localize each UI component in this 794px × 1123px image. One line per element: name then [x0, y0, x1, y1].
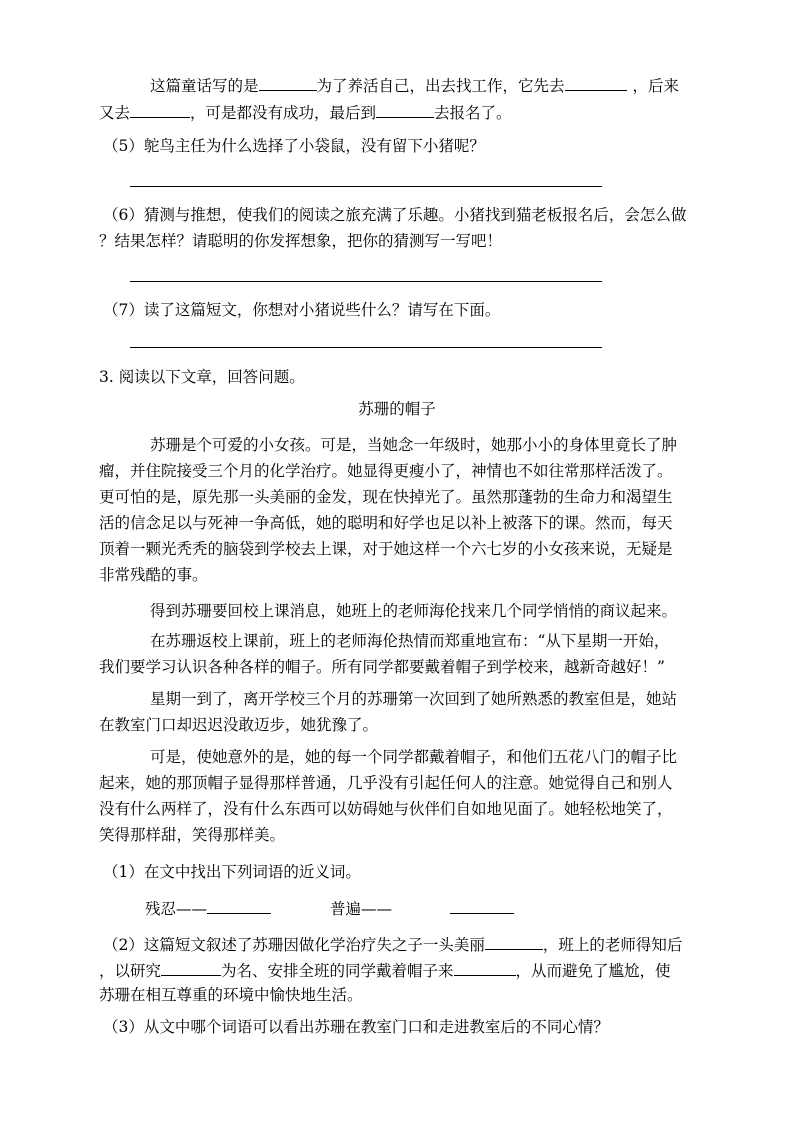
article-p1-line: 非常残酷的事。: [99, 566, 208, 584]
synonym-word: 普遍——: [330, 900, 393, 918]
article-p1-line: 瘤，并住院接受三个月的化学治疗。她显得更瘦小了，神情也不如往常那样活泼了。: [99, 462, 673, 480]
answer-line-q6[interactable]: [130, 281, 602, 282]
answer-blank[interactable]: [485, 932, 543, 950]
article-title: 苏珊的帽子: [358, 400, 436, 418]
article-p5-line: 起来，她的那顶帽子显得那样普通，几乎没有引起任何人的注意。她觉得自己和别人: [99, 774, 673, 792]
synonym-item-1: [145, 896, 271, 920]
answer-blank[interactable]: [259, 73, 317, 91]
summary-text: 为了养活自己，出去找工作，它先去: [316, 77, 565, 95]
article-p3-line: 我们要学习认识各种各样的帽子。所有同学都要戴着帽子到学校来，越新奇越好！”: [99, 658, 665, 676]
synonym-word: 残忍——: [145, 900, 208, 918]
question-6-line-2: ？结果怎样？请聪明的你发挥想象，把你的猜测写一写吧！: [99, 232, 503, 250]
summary-text: ，后来: [632, 77, 680, 95]
answer-blank[interactable]: [376, 100, 434, 118]
question-text: （2）这篇短文叙述了苏珊因做化学治疗失之子一头美丽: [103, 936, 485, 954]
question-text: ，以研究: [99, 962, 162, 980]
question-2-line-1: [103, 932, 682, 956]
question-5: （5）鸵鸟主任为什么选择了小袋鼠，没有留下小猪呢？: [103, 137, 485, 155]
article-p1-line: 活的信念足以与死神一争高低，她的聪明和好学也足以补上被落下的课。然而，每天: [99, 514, 673, 532]
question-2-line-2: [99, 958, 671, 982]
summary-text: 去报名了。: [434, 104, 512, 122]
article-p1-line: 更可怕的是，原先那一头美丽的金发，现在快掉光了。虽然那蓬勃的生命力和渴望生: [99, 488, 673, 506]
summary-line-2: [99, 100, 512, 124]
question-1: （1）在文中找出下列词语的近义词。: [103, 863, 361, 881]
summary-text: 这篇童话写的是: [150, 77, 259, 95]
question-6-line-1: （6）猜测与推想，使我们的阅读之旅充满了乐趣。小猪找到猫老板报名后，会怎么做: [103, 206, 687, 224]
article-p4-line: 在教室门口却迟迟没敢迈步，她犹豫了。: [99, 716, 379, 734]
question-text: 为名、安排全班的同学戴着帽子来: [221, 962, 454, 980]
summary-line-1: [150, 73, 679, 97]
question-7: （7）读了这篇短文，你想对小猪说些什么？请写在下面。: [103, 301, 501, 319]
article-p5-line: 笑得那样甜，笑得那样美。: [99, 826, 286, 844]
summary-text: ，可是都没有成功，最后到: [190, 104, 377, 122]
question-text: ，从而避免了尴尬，使: [515, 962, 671, 980]
question-2-line-3: 苏珊在相互尊重的环境中愉快地生活。: [99, 986, 363, 1004]
article-p5-line: 可是，使她意外的是，她的每一个同学都戴着帽子，和他们五花八门的帽子比: [150, 748, 678, 766]
article-p2-line: 得到苏珊要回校上课消息，她班上的老师海伦找来几个同学悄悄的商议起来。: [150, 602, 678, 620]
answer-blank[interactable]: [207, 896, 271, 914]
article-p1-line: 苏珊是个可爱的小女孩。可是，当她念一年级时，她那小小的身体里竟长了肿: [150, 436, 678, 454]
question-3: （3）从文中哪个词语可以看出苏珊在教室门口和走进教室后的不同心情？: [103, 1018, 609, 1036]
article-p1-line: 顶着一颗光秃秃的脑袋到学校去上课，对于她这样一个六七岁的小女孩来说，无疑是: [99, 540, 673, 558]
summary-text: 又去: [99, 104, 131, 122]
answer-blank[interactable]: [161, 958, 221, 976]
answer-blank[interactable]: [450, 896, 514, 914]
question-text: ，班上的老师得知后: [542, 936, 683, 954]
answer-blank[interactable]: [454, 958, 516, 976]
synonym-item-2: [330, 896, 514, 920]
article-p4-line: 星期一到了，离开学校三个月的苏珊第一次回到了她所熟悉的教室但是，她站: [150, 690, 678, 708]
answer-line-q7[interactable]: [130, 347, 602, 348]
answer-blank[interactable]: [565, 73, 627, 91]
answer-line-q5[interactable]: [130, 186, 602, 187]
section-3-heading: 3. 阅读以下文章，回答问题。: [99, 368, 305, 386]
answer-blank[interactable]: [130, 100, 190, 118]
article-p3-line: 在苏珊返校上课前，班上的老师海伦热情而郑重地宣布：“从下星期一开始，: [150, 632, 670, 650]
article-p5-line: 没有什么两样了，没有什么东西可以妨碍她与伙伴们自如地见面了。她轻松地笑了，: [99, 800, 673, 818]
